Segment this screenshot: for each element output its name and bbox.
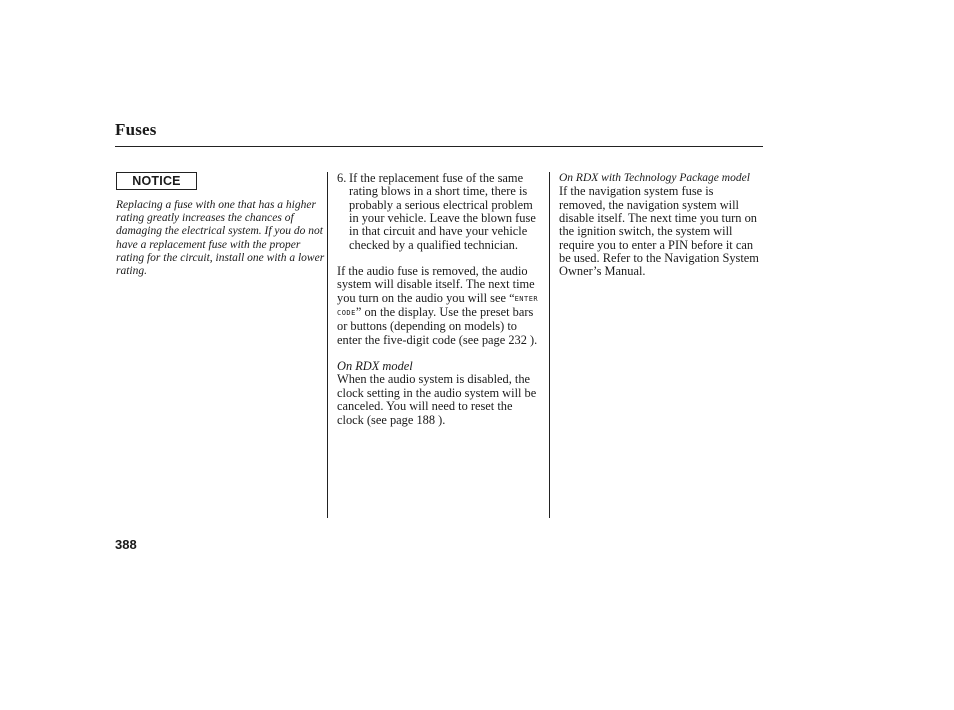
model-label-tech-package: On RDX with Technology Package model (559, 172, 750, 184)
enter-code-display: ENTER CODE (337, 294, 539, 318)
notice-badge: NOTICE (116, 172, 197, 190)
column-3 (559, 172, 763, 279)
audio-text-part2: ” on the display. Use the preset bars or buttons (depending on models) to enter the five-digit code (see page 232 ). (337, 305, 538, 347)
step-text: If the replacement fuse of the same rating blows in a short time, there is probably a serious electrical problem in your vehicle. Leave the blown fuse in that circuit and have your vehicle checked by a qualified technician. (349, 171, 536, 252)
page-title: Fuses (115, 120, 157, 139)
step-6 (337, 172, 542, 252)
page-number: 388 (115, 537, 137, 552)
column-2 (337, 172, 542, 427)
column-divider-2 (549, 172, 550, 518)
step-number: 6. (337, 171, 347, 185)
clock-paragraph: When the audio system is disabled, the clock setting in the audio system will be canceled. You will need to reset the clock (see page 188 ). (337, 372, 537, 427)
title-divider (115, 146, 763, 147)
column-divider-1 (327, 172, 328, 518)
navigation-fuse-paragraph: If the navigation system fuse is removed, the navigation system will disable itself. The next time you turn on the ignition switch, the system will require you to enter a PIN before it can be used. Refer to the Navigation System Owner’s Manual. (559, 184, 759, 279)
audio-fuse-paragraph (337, 265, 542, 347)
model-label-rdx: On RDX model (337, 359, 413, 374)
notice-text: Replacing a fuse with one that has a higher rating greatly increases the chances of damaging the electrical system. If you do not have a replacement fuse with the proper rating for the circuit, install one with a lower rating. (116, 199, 325, 278)
audio-text-part1: If the audio fuse is removed, the audio system will disable itself. The next time you turn on the audio you will see “ (337, 264, 535, 305)
